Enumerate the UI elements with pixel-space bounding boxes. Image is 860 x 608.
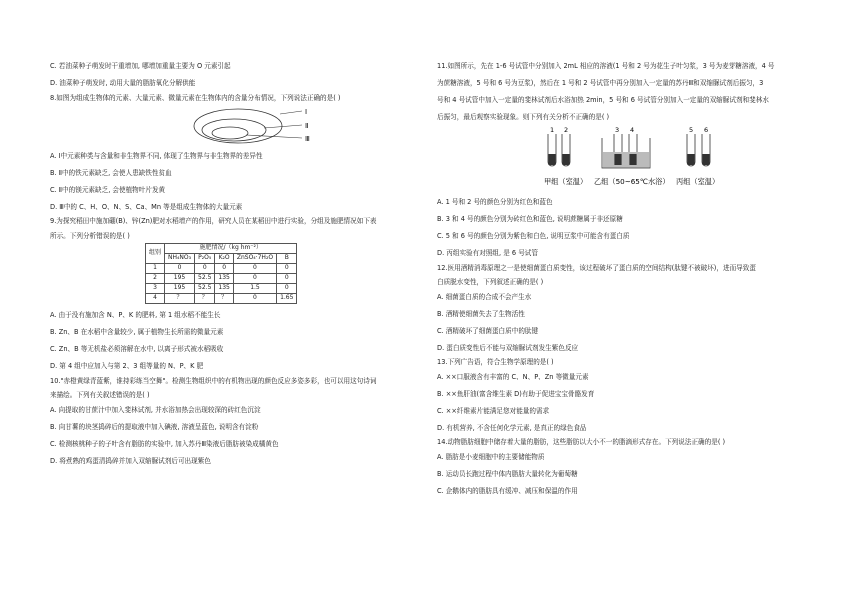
question-14-stem: 14.动物脂肪细胞中储存着大量的脂肪，这些脂肪以大小不一的脂滴形式存在。下列说法正确的是( ): [437, 438, 726, 446]
table-cell: 0: [165, 263, 195, 273]
table-cell: 0: [277, 273, 297, 283]
question-11-stem-4: 后振匀，最后观察实验现象。则下列有关分析不正确的是( ): [437, 113, 610, 121]
option-d-q12: D. 蛋白质变性后不能与双缩脲试剂发生紫色反应: [437, 343, 579, 352]
table-cell: 195: [165, 283, 195, 293]
group-label-bing: 丙组（室温）: [676, 177, 720, 186]
option-a-q8: A. Ⅰ中元素种类与含量和非生物界不同, 体现了生物界与非生物界的差异性: [50, 151, 263, 160]
tube-number: 2: [564, 126, 569, 134]
option-a-q10: A. 向提取的甘蔗汁中加入斐林试剂, 并水浴加热会出现较深的砖红色沉淀: [50, 405, 261, 414]
table-cell: 52.5: [195, 273, 215, 283]
question-13-stem: 13.下列广告语，符合生物学原理的是( ): [437, 358, 554, 366]
table-cell: 52.5: [195, 283, 215, 293]
table-cell: 1.5: [233, 283, 276, 293]
table-header-group: 组别: [146, 243, 165, 263]
table-row: [146, 293, 297, 303]
table-cell: 0: [277, 263, 297, 273]
option-c-q11: C. 5 和 6 号的颜色分别为紫色和白色, 说明豆浆中可能含有蛋白质: [437, 232, 630, 240]
option-c-q13: C. ××纤维素片能满足您对能量的需求: [437, 406, 550, 415]
question-10-stem-1: 10."赤橙黄绿青蓝紫，谁持彩练当空舞"。检测生物组织中的有机物出现的颜色反应多姿多彩，也可以用这句诗词: [50, 376, 377, 385]
question-12-stem-2: 白质脱水变性，下列叙述正确的是( ): [437, 278, 544, 286]
label-i: Ⅰ: [305, 107, 308, 116]
table-cell: 0: [233, 263, 276, 273]
table-cell: 0: [277, 283, 297, 293]
test-tube-diagram: [542, 124, 772, 194]
option-a-q12: A. 细菌蛋白质的合成不会产生水: [437, 292, 532, 301]
option-b-q12: B. 酒精使细菌失去了生物活性: [437, 309, 525, 318]
table-col-header: ZnSO₄·7H₂O: [233, 253, 276, 263]
element-ellipse-diagram: [190, 104, 330, 146]
table-col-header: B: [277, 253, 297, 263]
table-row: [146, 263, 297, 273]
option-c-q10: C. 检测核桃种子的子叶含有脂肪的实验中, 加入苏丹Ⅲ染液后脂肪被染成橘黄色: [50, 439, 279, 448]
question-11-stem-1: 11.如图所示，先在 1-6 号试管中分别加入 2mL 相应的溶液(1 号和 2 号为花生子叶匀浆，3 号为麦芽糖溶液，4 号: [437, 62, 775, 70]
option-d-q9: D. 第 4 组中应加入与第 2、3 组等量的 N、P、K 肥: [50, 362, 204, 370]
table-cell: 3: [146, 283, 165, 293]
option-c-q14: C. 企鹅体内的脂肪具有缓冲、减压和保温的作用: [437, 486, 578, 495]
table-cell: 0: [195, 263, 215, 273]
table-cell: 1: [146, 263, 165, 273]
table-cell: ？: [215, 293, 233, 303]
table-cell: 2: [146, 273, 165, 283]
option-b-q9: B. Zn、B 在水稻中含量较少, 属于植物生长所需的微量元素: [50, 328, 224, 336]
table-cell: 0: [215, 263, 233, 273]
option-c-q8: C. Ⅱ中的镁元素缺乏, 会使植物叶片发黄: [50, 185, 166, 194]
option-d-q13: D. 有机营养, 不含任何化学元素, 是真正的绿色食品: [437, 423, 587, 432]
question-8-stem: 8.如图为组成生物体的元素、大量元素、微量元素在生物体内的含量分布情况，下列说法正确的是( ): [50, 93, 341, 102]
table-col-header: K₂O: [215, 253, 233, 263]
label-iii: Ⅲ: [305, 134, 310, 143]
table-cell: 1.65: [277, 293, 297, 303]
table-cell: 135: [215, 283, 233, 293]
option-c-q12: C. 酒精破坏了细菌蛋白质中的肽键: [437, 326, 539, 335]
question-12-stem-1: 12.医用酒精消毒原理之一是使细菌蛋白质变性，该过程破坏了蛋白质的空间结构(肽键不被破坏)，进而导致蛋: [437, 263, 756, 272]
tube-number: 4: [630, 126, 635, 134]
table-cell: ？: [165, 293, 195, 303]
option-b-q11: B. 3 和 4 号的颜色分别为砖红色和蓝色, 说明蔗糖属于非还原糖: [437, 215, 623, 223]
table-cell: 4: [146, 293, 165, 303]
question-9-stem-1: 9.为探究稻田中施加硼(B)、锌(Zn)肥对水稻增产的作用，研究人员在某稻田中进行实验，分组及施肥情况如下表: [50, 217, 377, 225]
tube-number: 5: [689, 126, 694, 134]
tube-number: 6: [704, 126, 709, 134]
option-d-q7: D. 油菜种子萌发时, 动用大量的脂肪氧化分解供能: [50, 79, 196, 87]
table-col-header: NH₄NO₃: [165, 253, 195, 263]
question-11-stem-2: 为蔗糖溶液，5 号和 6 号为豆浆)，然后在 1 号和 2 号试管中再分别加入一定量的苏丹Ⅲ和双缩脲试剂后振匀，3: [437, 79, 764, 87]
table-row: [146, 273, 297, 283]
option-d-q8: D. Ⅲ中的 C、H、O、N、S、Ca、Mn 等是组成生物体的大量元素: [50, 202, 243, 211]
group-label-yi: 乙组（50~65℃水浴）: [594, 177, 670, 186]
option-a-q11: A. 1 号和 2 号的颜色分别为红色和蓝色: [437, 198, 553, 206]
fertilizer-table: [145, 243, 297, 304]
table-cell: ？: [195, 293, 215, 303]
option-c-q7: C. 若油菜种子萌发时干重增加, 哪增加重量主要为 O 元素引起: [50, 62, 231, 70]
option-b-q13: B. ××鱼肝油(富含维生素 D)有助于促进宝宝骨骼发育: [437, 389, 595, 398]
group-label-jia: 甲组（室温）: [544, 177, 588, 186]
option-d-q10: D. 将煮熟的鸡蛋清捣碎并加入双缩脲试剂后可出现紫色: [50, 456, 211, 465]
tube-number: 1: [550, 126, 555, 134]
option-b-q8: B. Ⅱ中的铁元素缺乏, 会使人患缺铁性贫血: [50, 168, 172, 177]
option-d-q11: D. 丙组实验有对照组, 是 6 号试管: [437, 249, 538, 257]
table-header-fertilizer: 施肥情况/（kg hm⁻²）: [165, 243, 297, 253]
option-c-q9: C. Zn、B 等无机盐必须溶解在水中, 以离子形式被水稻吸收: [50, 345, 224, 353]
table-cell: 195: [165, 273, 195, 283]
table-row: [146, 283, 297, 293]
option-b-q10: B. 向甘薯的块茎捣碎后的提取液中加入碘液, 溶液呈蓝色, 说明含有淀粉: [50, 422, 259, 431]
option-a-q13: A. ××口服液含有丰富的 C、N、P、Zn 等微量元素: [437, 372, 589, 381]
label-ii: Ⅱ: [305, 121, 309, 130]
option-a-q14: A. 脂肪是小麦细胞中的主要储能物质: [437, 452, 545, 461]
option-b-q14: B. 运动员长跑过程中体内脂肪大量转化为葡萄糖: [437, 469, 578, 478]
table-cell: 0: [233, 273, 276, 283]
table-col-header: P₂O₅: [195, 253, 215, 263]
question-10-stem-2: 来描绘。下列有关叙述错误的是( ): [50, 391, 150, 399]
right-column: [437, 62, 817, 496]
question-9-stem-2: 所示。下列分析错误的是( ): [50, 231, 130, 240]
table-cell: 135: [215, 273, 233, 283]
question-11-stem-3: 号和 4 号试管中加入一定量的斐林试剂后水浴加热 2min，5 号和 6 号试管分别加入一定量的双缩脲试剂和斐林水: [437, 96, 769, 104]
option-a-q9: A. 由于没有施加含 N、P、K 的肥料, 第 1 组水稻不能生长: [50, 311, 221, 319]
tube-number: 3: [615, 126, 620, 134]
table-cell: 0: [233, 293, 276, 303]
left-column: [50, 62, 425, 466]
